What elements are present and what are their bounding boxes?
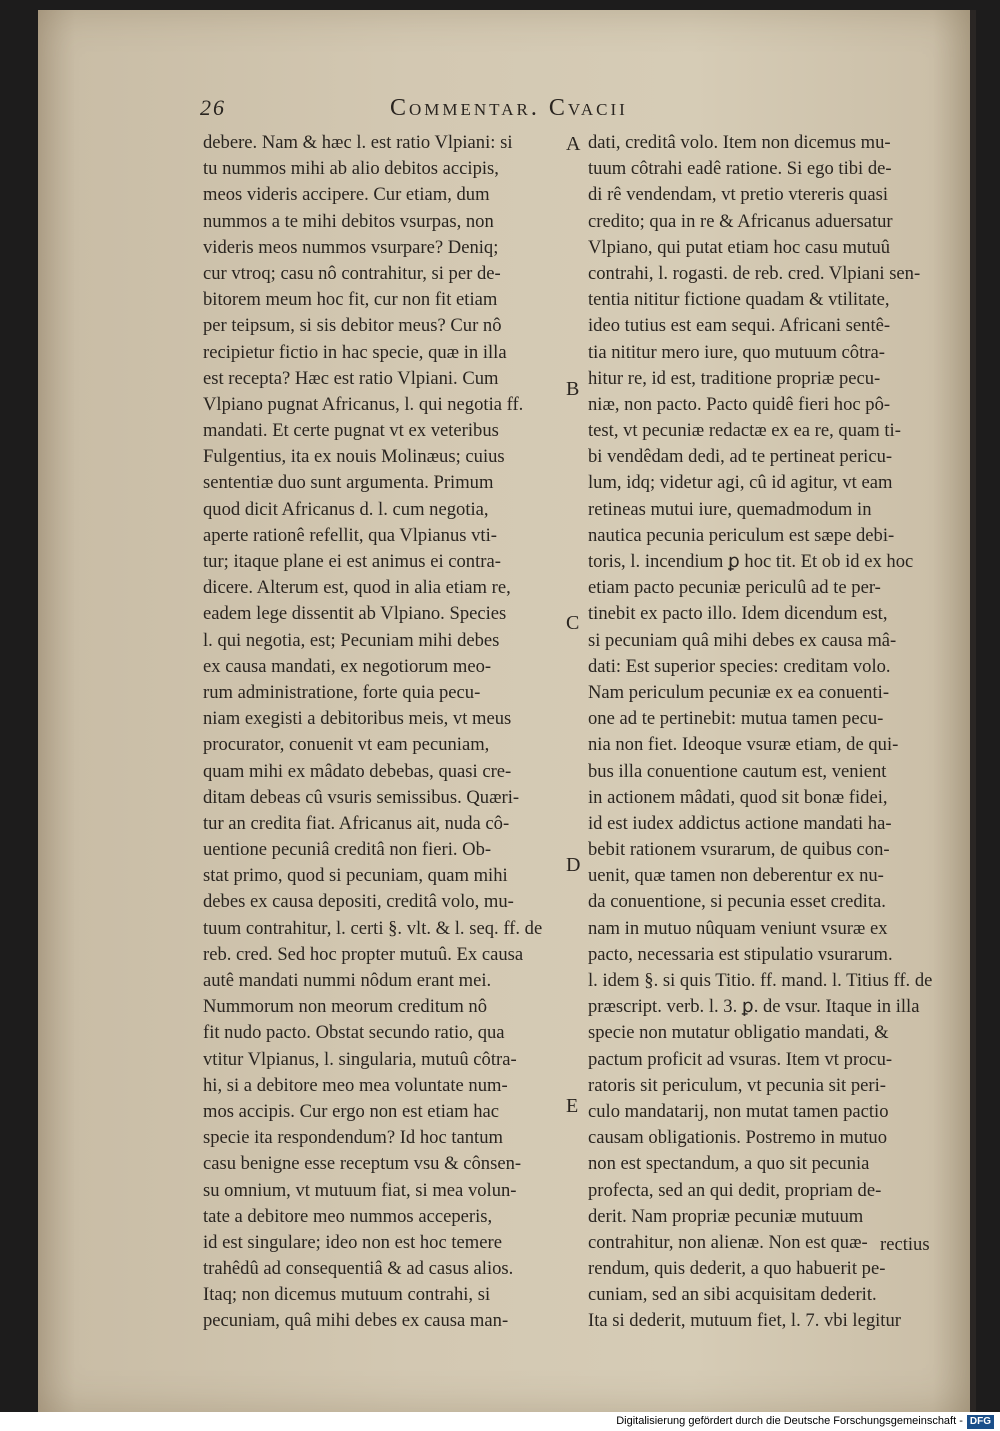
text-line: Nam periculum pecuniæ ex ea conuenti-	[588, 681, 890, 703]
text-line: præscript. verb. l. 3. ꝑ. de vsur. Itaque in illa	[588, 996, 920, 1018]
text-line: uenit, quæ tamen non deberentur ex nu-	[588, 865, 884, 887]
text-line: in actionem mâdati, quod sit bonæ fidei,	[588, 786, 888, 808]
text-line: di rê vendendam, vt pretio vtereris quasi	[588, 184, 888, 206]
text-line: Nummorum non meorum creditum nô	[203, 996, 488, 1018]
running-title: Commentar. Cvacii	[390, 95, 628, 121]
text-line: mos accipis. Cur ergo non est etiam hac	[203, 1100, 500, 1122]
text-line: tate a debitore meo nummos acceperis,	[203, 1205, 493, 1227]
text-line: cuniam, sed an sibi acquisitam dederit.	[588, 1284, 877, 1306]
text-line: fit nudo pacto. Obstat secundo ratio, qua	[203, 1022, 505, 1044]
text-line: per teipsum, si sis debitor meus? Cur nô	[203, 315, 502, 337]
text-line: vtitur Vlpianus, l. singularia, mutuû côtra-	[203, 1048, 517, 1070]
text-line: contrahitur, non alienæ. Non est quæ-	[588, 1231, 868, 1253]
text-line: rendum, quis dederit, a quo habuerit pe-	[588, 1258, 886, 1280]
text-line: recipietur fictio in hac specie, quæ in illa	[203, 341, 507, 363]
page-header	[200, 95, 940, 125]
text-line: profecta, sed an qui dedit, propriam de-	[588, 1179, 882, 1201]
text-line: procurator, conuenit vt eam pecuniam,	[203, 734, 490, 756]
text-line: ideo tutius est eam sequi. Africani sentê-	[588, 315, 891, 337]
text-line: hitur re, id est, traditione propriæ pecu-	[588, 367, 881, 389]
text-line: pecuniam, quâ mihi debes ex causa man-	[203, 1310, 509, 1332]
right-column	[588, 130, 950, 1335]
footer-text: Digitalisierung gefördert durch die Deutsche Forschungsgemeinschaft -	[616, 1415, 963, 1427]
text-line: sententiæ duo sunt argumenta. Primum	[203, 472, 494, 494]
text-line: ratoris sit periculum, vt pecunia sit peri-	[588, 1074, 886, 1096]
text-line: meos videris accipere. Cur etiam, dum	[203, 184, 490, 206]
text-line: quam mihi ex mâdato debebas, quasi cre-	[203, 760, 512, 782]
text-line: tuum côtrahi eadê ratione. Si ego tibi de-	[588, 158, 892, 180]
text-line: stat primo, quod si pecuniam, quam mihi	[203, 865, 508, 887]
text-line: nummos a te mihi debitos vsurpas, non	[203, 210, 494, 232]
text-line: tuum contrahitur, l. certi §. vlt. & l. seq. ff. de	[203, 917, 543, 939]
margin-marker-a: A	[566, 133, 581, 155]
text-line: dati: Est superior species: creditam volo.	[588, 655, 891, 677]
text-line: nam in mutuo nûquam veniunt vsuræ ex	[588, 917, 888, 939]
text-line: videris meos nummos vsurpare? Deniq;	[203, 236, 499, 258]
text-line: da conuentione, si pecunia esset credita.	[588, 891, 886, 913]
text-line: l. qui negotia, est; Pecuniam mihi debes	[203, 629, 500, 651]
text-line: pacto, necessaria est stipulatio vsurarum.	[588, 943, 893, 965]
text-line: specie ita respondendum? Id hoc tantum	[203, 1127, 503, 1149]
text-line: l. idem §. si quis Titio. ff. mand. l. Titius ff. de	[588, 970, 933, 991]
text-line: culo mandatarij, non mutat tamen pactio	[588, 1100, 889, 1122]
text-line: ditam debeas cû vsuris semissibus. Quæri-	[203, 786, 520, 808]
text-line: Fulgentius, ita ex nouis Molinæus; cuius	[203, 446, 505, 468]
text-line: test, vt pecuniæ redactæ ex ea re, quam ti-	[588, 420, 901, 442]
text-line: niæ, non pacto. Pacto quidê fieri hoc pô-	[588, 393, 891, 415]
text-line: derit. Nam propriæ pecuniæ mutuum	[588, 1205, 864, 1227]
text-line: id est singulare; ideo non est hoc temere	[203, 1231, 502, 1253]
text-line: credito; qua in re & Africanus aduersatur	[588, 210, 893, 232]
text-line: ex causa mandati, ex negotiorum meo-	[203, 655, 492, 677]
text-line: si pecuniam quâ mihi debes ex causa mâ-	[588, 629, 897, 651]
margin-marker-c: C	[566, 612, 580, 634]
text-line: pactum proficit ad vsuras. Item vt procu-	[588, 1048, 893, 1070]
text-line: casu benigne esse receptum vsu & cônsen-	[203, 1153, 522, 1175]
text-line: bi vendêdam dedi, ad te pertineat pericu-	[588, 446, 893, 468]
text-line: uentione pecuniâ creditâ non fieri. Ob-	[203, 839, 492, 861]
text-line: bitorem meum hoc fit, cur non fit etiam	[203, 289, 498, 311]
margin-marker-e: E	[566, 1095, 579, 1117]
text-line: tur an credita fiat. Africanus ait, nuda cô-	[203, 812, 510, 834]
text-line: tur; itaque plane ei est animus ei contra-	[203, 551, 501, 572]
text-line: toris, l. incendium ꝑ hoc tit. Et ob id ex hoc	[588, 551, 914, 572]
text-line: rum administratione, forte quia pecu-	[203, 681, 481, 703]
text-line: Vlpiano, qui putat etiam hoc casu mutuû	[588, 236, 891, 258]
text-line: trahêdû ad consequentiâ & ad casus alios.	[203, 1258, 514, 1280]
text-line: dicere. Alterum est, quod in alia etiam re,	[203, 577, 511, 599]
text-line: nautica pecunia periculum est sæpe debi-	[588, 524, 895, 546]
text-line: bus illa conuentione cautum est, venient	[588, 760, 887, 782]
text-line: nia non fiet. Ideoque vsuræ etiam, de qui-	[588, 734, 899, 756]
text-line: quod dicit Africanus d. l. cum negotia,	[203, 498, 489, 520]
text-line: one ad te pertinebit: mutua tamen pecu-	[588, 708, 884, 730]
footer-bar	[0, 1412, 1000, 1431]
text-line: Ita si dederit, mutuum fiet, l. 7. vbi legitur	[588, 1310, 901, 1332]
text-line: eadem lege dissentit ab Vlpiano. Species	[203, 603, 507, 625]
text-line: tia nititur mero iure, quo mutuum côtra-	[588, 341, 885, 363]
text-line: contrahi, l. rogasti. de reb. cred. Vlpiani sen-	[588, 262, 921, 284]
text-line: non est spectandum, a quo sit pecunia	[588, 1153, 870, 1175]
text-line: bebit rationem vsurarum, de quibus con-	[588, 839, 890, 861]
catchword: rectius	[880, 1234, 930, 1255]
text-line: id est iudex addictus actione mandati ha-	[588, 812, 892, 834]
text-line: Itaq; non dicemus mutuum contrahi, si	[203, 1284, 491, 1306]
text-line: tu nummos mihi ab alio debitos accipis,	[203, 158, 499, 180]
text-line: cur vtroq; casu nô contrahitur, si per de-	[203, 262, 501, 284]
text-line: niam exegisti a debitoribus meis, vt meus	[203, 708, 512, 730]
text-line: lum, idq; videtur agi, cû id agitur, vt eam	[588, 472, 893, 494]
text-line: tentia nititur fictione quadam & vtilitate,	[588, 289, 890, 311]
page-number: 26	[200, 95, 226, 120]
text-line: tinebit ex pacto illo. Idem dicendum est,	[588, 603, 888, 625]
text-line: reb. cred. Sed hoc propter mutuû. Ex causa	[203, 943, 524, 965]
left-column	[203, 130, 559, 1335]
text-line: Vlpiano pugnat Africanus, l. qui negotia ff.	[203, 393, 524, 415]
dfg-logo-icon: DFG	[967, 1415, 994, 1429]
text-line: mandati. Et certe pugnat vt ex veteribus	[203, 420, 499, 442]
text-line: hi, si a debitore meo mea voluntate num-	[203, 1074, 508, 1096]
margin-marker-b: B	[566, 378, 580, 400]
text-line: causam obligationis. Postremo in mutuo	[588, 1127, 888, 1149]
text-line: autê mandati nummi nôdum erant mei.	[203, 970, 492, 991]
margin-marker-d: D	[566, 854, 581, 876]
text-line: etiam pacto pecuniæ periculû ad te per-	[588, 577, 881, 599]
text-line: su omnium, vt mutuum fiat, si mea volun-	[203, 1179, 517, 1201]
text-line: retineas mutui iure, quemadmodum in	[588, 498, 872, 520]
text-line: specie non mutatur obligatio mandati, &	[588, 1022, 889, 1044]
text-line: aperte rationê refellit, qua Vlpianus vti-	[203, 524, 497, 546]
text-line: debes ex causa depositi, creditâ volo, mu-	[203, 891, 514, 913]
text-line: dati, creditâ volo. Item non dicemus mu-	[588, 132, 891, 153]
text-line: est recepta? Hæc est ratio Vlpiani. Cum	[203, 367, 499, 389]
text-line: debere. Nam & hæc l. est ratio Vlpiani: si	[203, 132, 513, 153]
